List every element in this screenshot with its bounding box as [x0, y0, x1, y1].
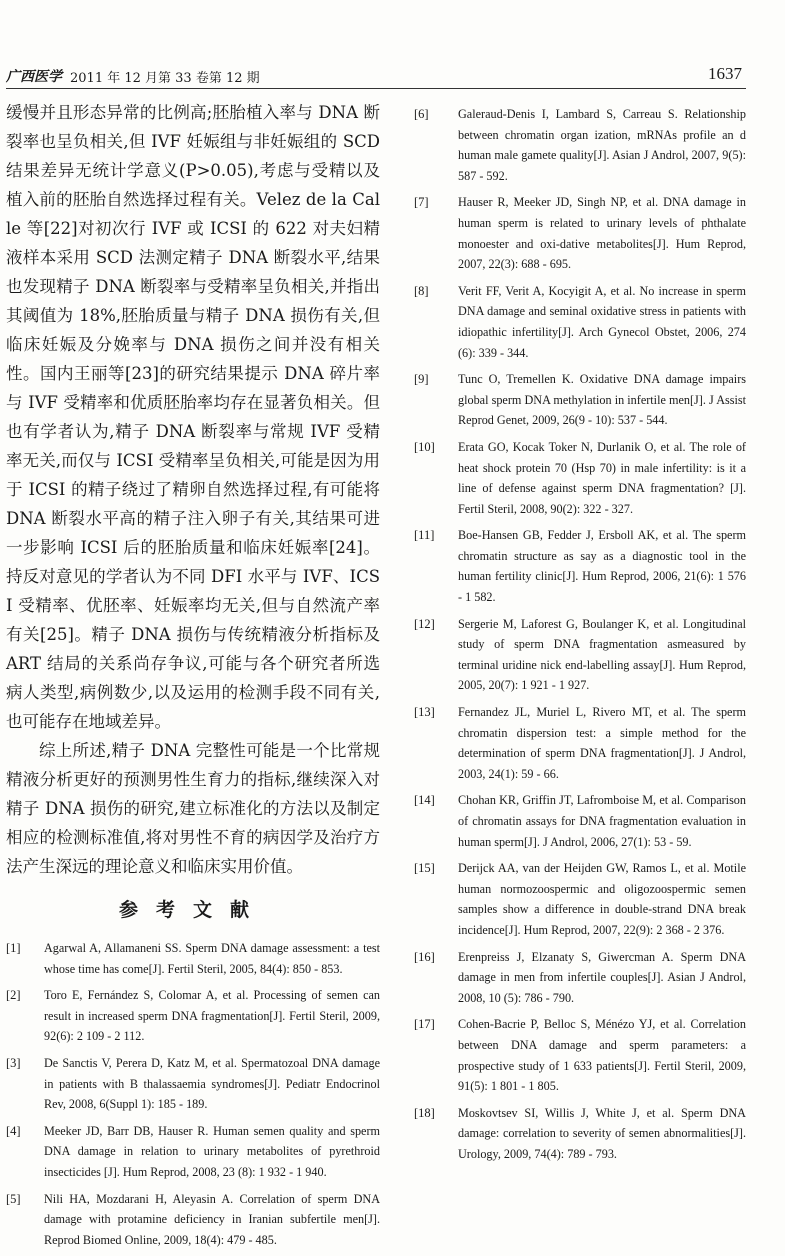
reference-number: [15] [414, 861, 435, 876]
reference-entry [414, 790, 746, 852]
reference-number: [8] [414, 283, 429, 298]
reference-text: Meeker JD, Barr DB, Hauser R. Human semen quality and sperm DNA damage in relation to urinary metabolites of pyrethroid insecticides [J]. Hum Reprod, 2008, 23 (8): 1 932 - 1 940. [44, 1123, 380, 1179]
reference-text: Cohen-Bacrie P, Belloc S, Ménézo YJ, et al. Correlation between DNA damage and sperm parameters: a prospective study of 1 633 patients[J]. Fertil Steril, 2009, 91(5): 1 801 - 1 805. [458, 1017, 746, 1094]
reference-text: Hauser R, Meeker JD, Singh NP, et al. DNA damage in human sperm is related to urinary levels of phthalate monoester and oxi-dative metabolites[J]. Hum Reprod, 2007, 22(3): 688 - 695. [458, 195, 746, 272]
reference-number: [5] [6, 1191, 21, 1206]
reference-number: [13] [414, 705, 435, 720]
reference-text: Nili HA, Mozdarani H, Aleyasin A. Correlation of sperm DNA damage with protamine deficiency in Iranian subfertile men[J]. Reprod Biomed Online, 2009, 18(4): 479 - 485. [44, 1191, 380, 1247]
reference-entry [6, 1053, 380, 1115]
reference-text: Derijck AA, van der Heijden GW, Ramos L, et al. Motile human normozoospermic and oligozoospermic semen samples show a difference in double-strand DNA break incidence[J]. Hum Reprod, 2007, 22(9): 2 368 - 2 376. [458, 861, 746, 937]
reference-entry [6, 1121, 380, 1183]
references-heading: 参考文献 [118, 899, 267, 921]
reference-text: Agarwal A, Allamaneni SS. Sperm DNA damage assessment: a test whose time has come[J]. Fertil Steril, 2005, 84(4): 850 - 853. [44, 941, 380, 976]
reference-number: [2] [6, 988, 21, 1003]
reference-number: [11] [414, 528, 435, 543]
reference-entry [414, 1014, 746, 1096]
reference-text: Erata GO, Kocak Toker N, Durlanik O, et al. The role of heat shock protein 70 (Hsp 70) in male infertility: is it a line of defense against sperm DNA fragmentation? [J]. Fertil Steril, 2008, 90(2): 322 - 327. [458, 439, 746, 516]
reference-entry [414, 702, 746, 784]
right-column [414, 104, 746, 1171]
reference-text: Erenpreiss J, Elzanaty S, Giwercman A. Sperm DNA damage in men from infertile couples[J]. Asian J Androl, 2008, 10 (5): 786 - 790. [458, 949, 746, 1005]
header-rule [6, 88, 746, 89]
reference-number: [4] [6, 1123, 21, 1138]
reference-text: Moskovtsev SI, Willis J, White J, et al. Sperm DNA damage: correlation to severity of semen abnormalities[J]. Urology, 2009, 74(4): 789 - 793. [458, 1105, 746, 1161]
reference-entry [414, 369, 746, 431]
reference-number: [16] [414, 949, 435, 964]
reference-entry [6, 938, 380, 979]
reference-number: [18] [414, 1105, 435, 1120]
reference-entry [414, 858, 746, 940]
reference-number: [12] [414, 616, 435, 631]
reference-number: [10] [414, 439, 435, 454]
reference-entry [414, 614, 746, 696]
reference-entry [414, 947, 746, 1009]
reference-text: Galeraud-Denis I, Lambard S, Carreau S. Relationship between chromatin organ ization, mRNAs profile an d human male gamete quality[J]. Asian J Androl, 2007, 9(5): 587 - 592. [458, 107, 746, 183]
reference-text: Toro E, Fernández S, Colomar A, et al. Processing of semen can result in increased sperm DNA fragmentation[J]. Fertil Steril, 2009, 92(6): 2 109 - 2 112. [44, 988, 380, 1044]
issue-info: 2011 年 12 月第 33 卷第 12 期 [70, 71, 260, 86]
reference-text: De Sanctis V, Perera D, Katz M, et al. Spermatozoal DNA damage in patients with B thalassaemia syndromes[J]. Pediatr Endocrinol Rev, 2008, 6(Suppl 1): 185 - 189. [44, 1055, 380, 1112]
reference-text: Sergerie M, Laforest G, Boulanger K, et al. Longitudinal study of sperm DNA fragmentation asmeasured by terminal uridine nick end-labelling assay[J]. Hum Reprod, 2005, 20(7): 1 921 - 1 927. [458, 616, 746, 693]
running-header [6, 64, 742, 86]
reference-entry [6, 985, 380, 1047]
reference-number: [14] [414, 793, 435, 808]
reference-entry [6, 1189, 380, 1251]
journal-name: 广西医学 [6, 69, 62, 85]
body-paragraph: 综上所述,精子 DNA 完整性可能是一个比常规精液分析更好的预测男性生育力的指标,继续深入对精子 DNA 损伤的研究,建立标准化的方法以及制定相应的检测标准值,将对男性不育的病因学及治疗方法产生深远的理论意义和临床实用价值。 [6, 741, 380, 876]
reference-number: [1] [6, 941, 21, 955]
reference-number: [6] [414, 107, 429, 121]
reference-number: [7] [414, 195, 429, 210]
reference-text: Boe-Hansen GB, Fedder J, Ersboll AK, et al. The sperm chromatin structure as say as a diagnostic tool in the human fertility clinic[J]. Hum Reprod, 2006, 21(6): 1 576 - 1 582. [458, 528, 746, 605]
reference-number: [3] [6, 1055, 21, 1070]
reference-entry [414, 192, 746, 274]
reference-list-right [414, 104, 746, 1165]
reference-number: [9] [414, 372, 429, 387]
reference-number: [17] [414, 1017, 435, 1032]
reference-entry [414, 525, 746, 607]
body-paragraph: 缓慢并且形态异常的比例高;胚胎植入率与 DNA 断裂率也呈负相关,但 IVF 妊娠组与非妊娠组的 SCD 结果差异无统计学意义(P>0.05),考虑与受精以及植入前的胚胎自然选择过程有关。Velez de la Calle 等[22]对初次行 IVF 或 ICSI 的 622 对夫妇精液样本采用 SCD 法测定精子 DNA 断裂水平,结果也发现精子 DNA 断裂率与受精率呈负相关,并指出其阈值为 18%,胚胎质量与精子 DNA 损伤有关,但临床妊娠及分娩率与 DNA 损伤之间并没有相关性。国内王丽等[23]的研究结果提示 DNA 碎片率与 IVF 受精率和优质胚胎率均存在显著负相关。但也有学者认为,精子 DNA 断裂率与常规 IVF 受精率无关,而仅与 ICSI 受精率呈负相关,可能是因为用于 ICSI 的精子绕过了精卵自然选择过程,有可能将 DNA 断裂水平高的精子注入卵子有关,其结果可进一步影响 ICSI 后的胚胎质量和临床妊娠率[24]。持反对意见的学者认为不同 DFI 水平与 IVF、ICSI 受精率、优胚率、妊娠率均无关,但与自然流产率有关[25]。精子 DNA 损伤与传统精液分析指标及 ART 结局的关系尚存争议,可能与各个研究者所选病人类型,病例数少,以及运用的检测手段不同有关,也可能存在地域差异。 [6, 103, 380, 731]
reference-text: Chohan KR, Griffin JT, Lafromboise M, et al. Comparison of chromatin assays for DNA fragmentation evaluation in human sperm[J]. J Androl, 2006, 27(1): 53 - 59. [458, 793, 746, 849]
reference-text: Tunc O, Tremellen K. Oxidative DNA damage impairs global sperm DNA methylation in infertile men[J]. J Assist Reprod Genet, 2009, 26(9 - 10): 537 - 544. [458, 372, 746, 428]
reference-entry [414, 281, 746, 363]
left-column [6, 98, 380, 1256]
reference-entry [414, 1103, 746, 1165]
reference-text: Verit FF, Verit A, Kocyigit A, et al. No increase in sperm DNA damage and seminal oxidative stress in patients with idiopathic infertility[J]. Arch Gynecol Obstet, 2006, 274 (6): 339 - 344. [458, 283, 746, 360]
page-number: 1637 [708, 64, 742, 83]
reference-list-left [6, 938, 380, 1250]
reference-entry [414, 104, 746, 186]
reference-entry [414, 437, 746, 519]
reference-text: Fernandez JL, Muriel L, Rivero MT, et al. The sperm chromatin dispersion test: a simple method for the determination of sperm DNA fragmentation[J]. J Androl, 2003, 24(1): 59 - 66. [458, 705, 746, 781]
